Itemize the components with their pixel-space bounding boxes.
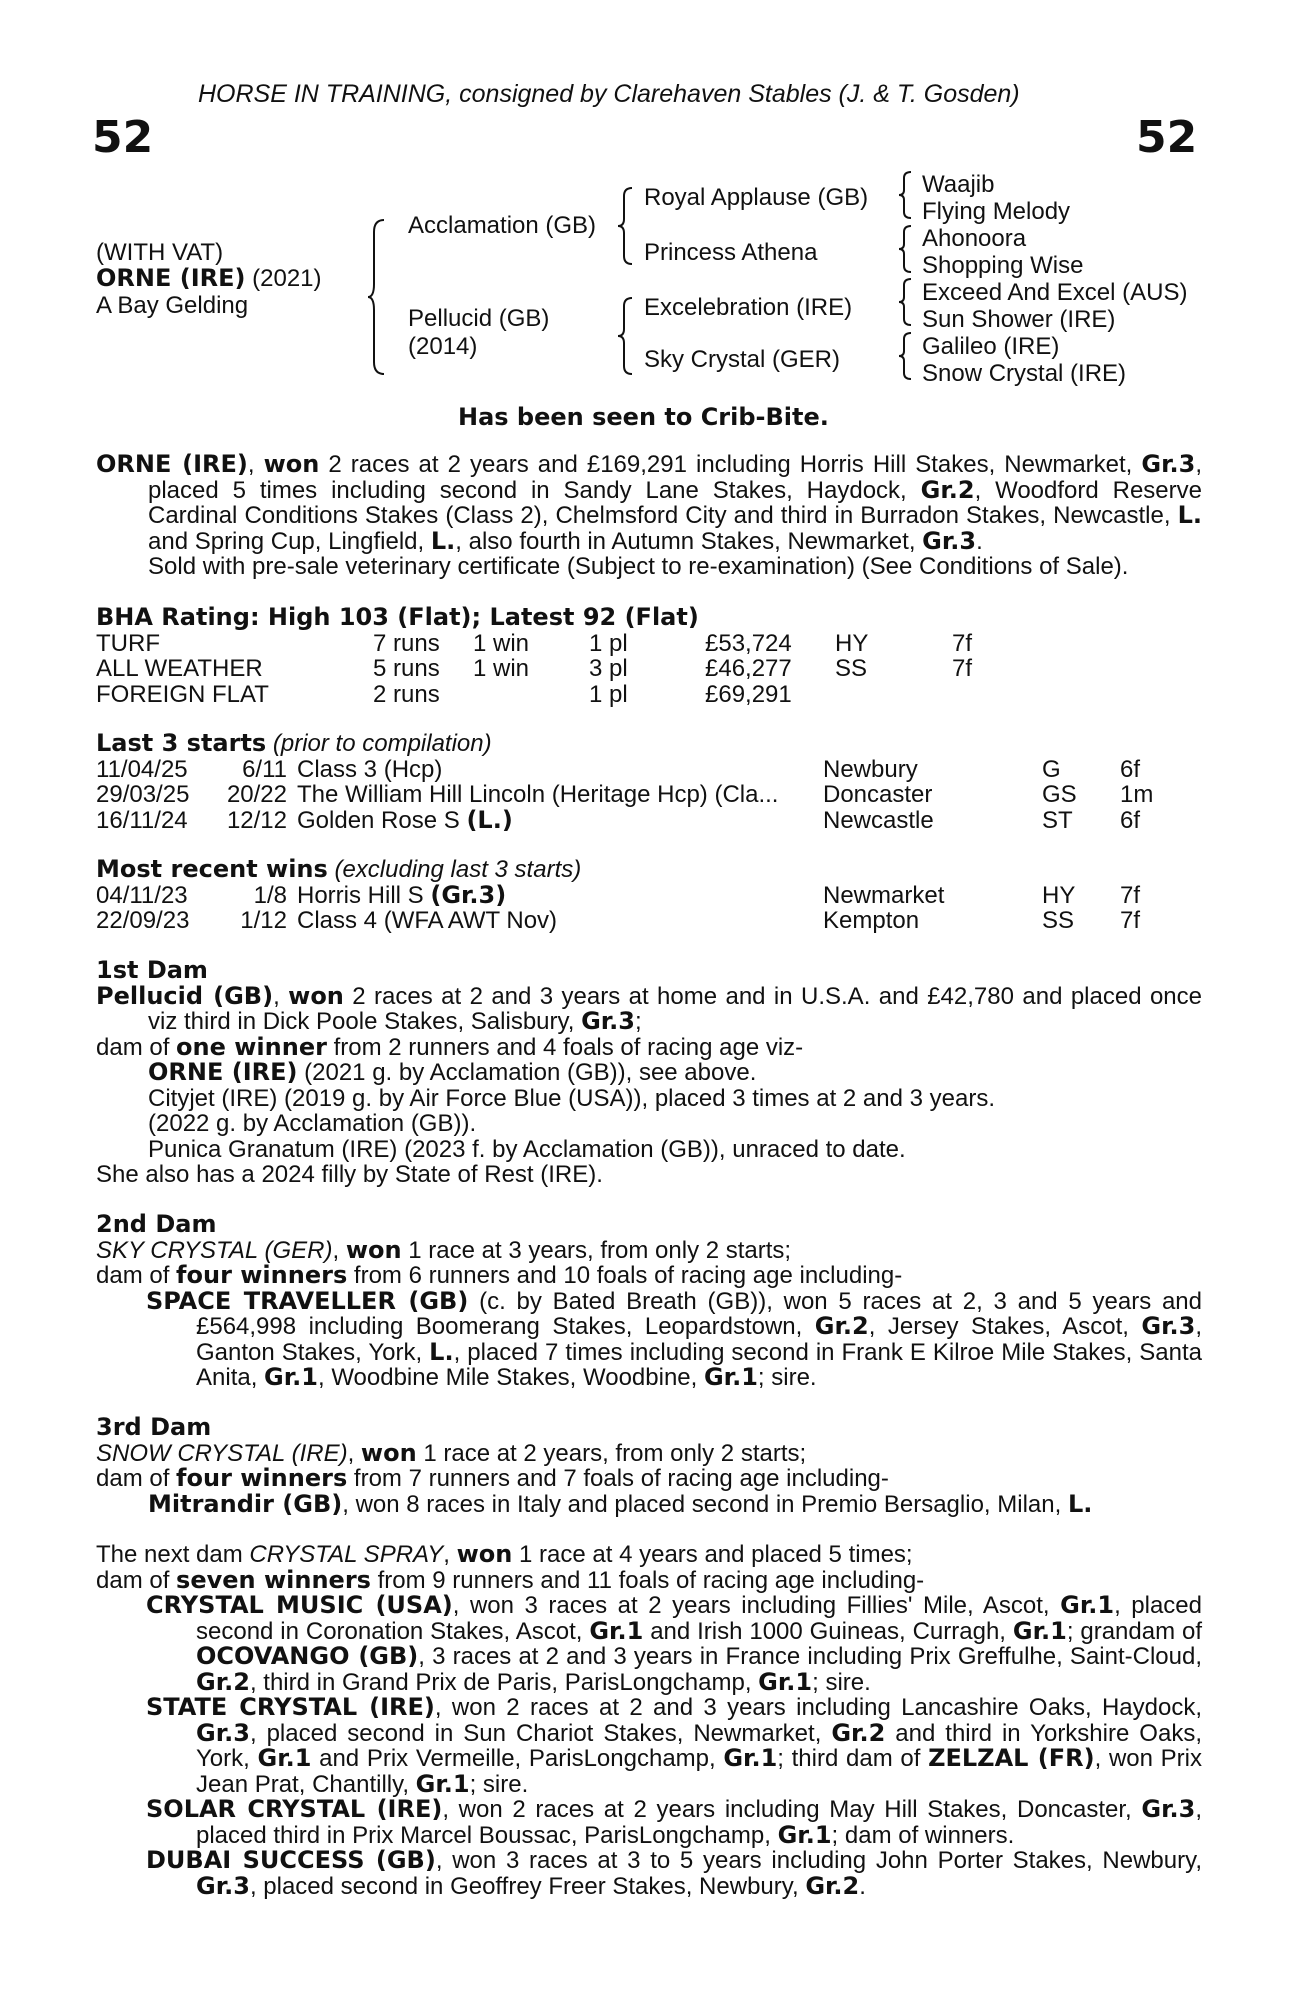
produce-item: (2022 g. by Acclamation (GB)). bbox=[148, 1110, 477, 1137]
race-going: GS bbox=[1042, 781, 1077, 808]
grade-label: Gr.1 bbox=[1012, 1616, 1067, 1645]
table-cell bbox=[1042, 757, 1120, 783]
first-dam-section bbox=[96, 958, 1202, 1188]
recent-wins-section bbox=[96, 857, 1202, 934]
produce-name: Mitrandir (GB) bbox=[148, 1489, 343, 1518]
table-cell bbox=[823, 883, 1042, 909]
table-cell: FOREIGN FLAT bbox=[96, 680, 269, 708]
last-starts-table bbox=[96, 757, 1180, 834]
race-date: 22/09/23 bbox=[96, 907, 190, 934]
summary-text: . bbox=[976, 527, 983, 555]
crib-bite-notice: Has been seen to Crib-Bite. bbox=[458, 403, 829, 431]
table-cell bbox=[96, 757, 206, 783]
race-summary bbox=[96, 452, 1202, 580]
produce-name: SOLAR CRYSTAL (IRE) bbox=[146, 1795, 443, 1823]
table-row bbox=[96, 808, 1180, 834]
grade-label: Gr.1 bbox=[703, 1363, 758, 1391]
race-distance: 6f bbox=[1120, 806, 1141, 834]
grade-label: Gr.1 bbox=[589, 1616, 644, 1645]
produce-text: (2021 g. by Acclamation (GB)), see above. bbox=[297, 1059, 757, 1086]
grade-label: L. bbox=[430, 526, 456, 555]
dam: Pellucid (GB) bbox=[408, 305, 550, 332]
race-going: ST bbox=[1042, 806, 1073, 834]
table-cell: 7f bbox=[952, 629, 973, 657]
dam-dam: Sky Crystal (GER) bbox=[644, 346, 841, 373]
dam-text: 1 race at 3 years, from only 2 starts; bbox=[401, 1236, 792, 1264]
produce-item bbox=[96, 1593, 1202, 1695]
dam-name: Pellucid (GB) bbox=[96, 981, 274, 1010]
produce-text: ; dam of winners. bbox=[831, 1821, 1015, 1849]
produce-text: , placed second in Coronation Stakes, Ascot, bbox=[196, 1592, 1203, 1645]
race-course: Newmarket bbox=[823, 881, 945, 909]
last-starts-section bbox=[96, 731, 1202, 833]
table-cell bbox=[96, 782, 206, 808]
produce-text: and third in Yorkshire Oaks, York, bbox=[196, 1719, 1202, 1772]
produce-name: CRYSTAL MUSIC (USA) bbox=[146, 1591, 453, 1619]
second-dam-section bbox=[96, 1212, 1202, 1391]
produce-name: STATE CRYSTAL (IRE) bbox=[146, 1693, 435, 1721]
winners-count: seven winners bbox=[176, 1565, 371, 1594]
ancestor-sds: Ahonoora bbox=[922, 225, 1027, 252]
race-name: Class 4 (WFA AWT Nov) bbox=[297, 907, 558, 934]
won-label: won bbox=[263, 450, 320, 478]
table-cell bbox=[473, 682, 589, 708]
winners-count: one winner bbox=[176, 1032, 327, 1061]
dam-year: (2014) bbox=[408, 333, 478, 360]
produce-name: SPACE TRAVELLER (GB) bbox=[146, 1286, 469, 1315]
produce-text: ; grandam of bbox=[1066, 1617, 1203, 1645]
produce-text: , Jersey Stakes, Ascot, bbox=[868, 1313, 1142, 1340]
grade-label: Gr.2 bbox=[805, 1871, 860, 1900]
table-cell bbox=[297, 805, 823, 834]
table-cell bbox=[297, 782, 823, 808]
race-course: Newbury bbox=[823, 755, 918, 783]
table-cell bbox=[1042, 782, 1120, 808]
table-cell: 1 pl bbox=[589, 629, 628, 657]
ancestor-dss: Exceed And Excel (AUS) bbox=[922, 279, 1188, 306]
next-dam-produce bbox=[96, 1565, 1202, 1594]
produce-text: and Irish 1000 Guineas, Curragh, bbox=[643, 1617, 1013, 1645]
horse-name: ORNE (IRE) bbox=[96, 264, 246, 292]
grade-label: Gr.1 bbox=[257, 1744, 312, 1772]
table-cell bbox=[297, 880, 823, 909]
produce-text: . bbox=[859, 1872, 866, 1900]
first-dam-heading: 1st Dam bbox=[96, 956, 208, 984]
dam-name: SKY CRYSTAL (GER) bbox=[96, 1236, 333, 1264]
bha-heading: BHA Rating: High 103 (Flat); Latest 92 (Flat) bbox=[96, 603, 699, 631]
produce-item: Cityjet (IRE) (2019 g. by Air Force Blue (USA)), placed 3 times at 2 and 3 years. bbox=[148, 1084, 996, 1112]
table-row bbox=[96, 757, 1180, 783]
dam-text: ; bbox=[635, 1008, 642, 1035]
produce-text: , 3 races at 2 and 3 years in France including Prix Greffulhe, Saint-Cloud, bbox=[418, 1643, 1203, 1670]
table-cell bbox=[823, 808, 1042, 834]
dam-text: from 6 runners and 10 foals of racing age including- bbox=[347, 1262, 903, 1289]
table-row bbox=[96, 908, 1180, 934]
grade-label: Gr.1 bbox=[415, 1769, 470, 1798]
table-cell: HY bbox=[835, 629, 869, 657]
race-date: 11/04/25 bbox=[96, 755, 188, 783]
dam-text: dam of bbox=[96, 1465, 177, 1492]
vet-certificate-note: Sold with pre-sale veterinary certificate (Subject to re-examination) (See Conditions of Sale). bbox=[148, 553, 1129, 580]
race-position: 12/12 bbox=[226, 806, 287, 834]
table-cell bbox=[835, 682, 952, 708]
summary-text: , Woodford Reserve Cardinal Conditions Stakes (Class 2), Chelmsford City and third in Burradon Stakes, Newcastle, bbox=[148, 476, 1202, 529]
summary-horse-name: ORNE (IRE) bbox=[96, 450, 248, 478]
produce-text: ; sire. bbox=[812, 1668, 871, 1696]
grade-label: Gr.3 bbox=[196, 1871, 250, 1900]
won-label: won bbox=[456, 1540, 513, 1568]
recent-wins-heading-line bbox=[96, 857, 1202, 883]
dam-text: 2 races at 2 and 3 years at home and in U.S.A. and £42,780 and placed once viz third in Dick Poole Stakes, Salisbury, bbox=[148, 982, 1202, 1035]
produce-text: and Prix Vermeille, ParisLongchamp, bbox=[311, 1745, 724, 1772]
race-position: 1/12 bbox=[240, 907, 287, 934]
pedigree-brace bbox=[897, 170, 915, 220]
first-dam-produce bbox=[96, 1032, 1202, 1061]
grade-label: Gr.3 bbox=[1141, 450, 1196, 478]
produce-item bbox=[96, 1060, 1202, 1086]
horse-name-line bbox=[96, 264, 322, 293]
third-dam-section bbox=[96, 1415, 1202, 1517]
table-cell bbox=[206, 782, 297, 808]
next-dam-section bbox=[96, 1542, 1202, 1899]
sire-dam: Princess Athena bbox=[644, 239, 818, 266]
table-cell: 1 win bbox=[473, 655, 530, 682]
table-cell: £53,724 bbox=[705, 629, 792, 657]
last-starts-heading: Last 3 starts bbox=[96, 729, 267, 757]
dam-text: from 7 runners and 7 foals of racing age including- bbox=[347, 1465, 889, 1492]
table-cell bbox=[823, 908, 1042, 934]
pedigree-brace bbox=[616, 186, 636, 266]
dam-text: from 2 runners and 4 foals of racing age viz- bbox=[326, 1033, 804, 1061]
table-cell bbox=[823, 782, 1042, 808]
produce-text: ; third dam of bbox=[777, 1745, 929, 1772]
table-cell: 7 runs bbox=[373, 629, 440, 657]
descendant-name: ZELZAL (FR) bbox=[928, 1744, 1095, 1772]
table-cell: 1 pl bbox=[589, 680, 628, 708]
table-cell bbox=[206, 808, 297, 834]
produce-text: , Ganton Stakes, York, bbox=[196, 1313, 1202, 1366]
table-cell: 3 pl bbox=[589, 655, 628, 682]
produce-text: , won 3 races at 3 to 5 years including John Porter Stakes, Newbury, bbox=[435, 1847, 1202, 1874]
produce-item bbox=[96, 1286, 1203, 1391]
dam-text: 1 race at 2 years, from only 2 starts; bbox=[416, 1439, 807, 1467]
race-going: SS bbox=[1042, 907, 1075, 934]
produce-text: ; sire. bbox=[469, 1770, 529, 1798]
grade-label: (L.) bbox=[466, 805, 513, 834]
table-cell bbox=[1042, 808, 1120, 834]
table-row bbox=[96, 682, 1012, 708]
race-course: Doncaster bbox=[823, 781, 933, 808]
grade-label: L. bbox=[1177, 501, 1202, 529]
ancestor-dsd: Sun Shower (IRE) bbox=[922, 306, 1116, 333]
table-cell bbox=[1120, 883, 1180, 909]
race-distance: 7f bbox=[1120, 881, 1141, 909]
race-distance: 7f bbox=[1120, 907, 1141, 934]
produce-text: ; sire. bbox=[757, 1364, 817, 1391]
horse-description: A Bay Gelding bbox=[96, 292, 249, 319]
grade-label: (Gr.3) bbox=[430, 880, 507, 909]
produce-text: , won 2 races at 2 and 3 years including Lancashire Oaks, Haydock, bbox=[434, 1694, 1202, 1721]
dam-text: dam of bbox=[96, 1033, 177, 1061]
grade-label: Gr.3 bbox=[922, 526, 977, 555]
table-cell: £46,277 bbox=[705, 655, 792, 682]
grade-label: Gr.3 bbox=[196, 1718, 250, 1747]
third-dam-produce bbox=[96, 1466, 1202, 1492]
produce-item bbox=[96, 1848, 1202, 1899]
won-label: won bbox=[345, 1235, 402, 1264]
third-dam-record: SNOW CRYSTAL (IRE), won 1 race at 2 years, from only 2 starts; bbox=[96, 1438, 807, 1467]
table-cell bbox=[96, 808, 206, 834]
recent-wins-table bbox=[96, 880, 1180, 934]
last-starts-subheading: (prior to compilation) bbox=[266, 730, 492, 757]
grade-label: Gr.3 bbox=[1141, 1795, 1196, 1823]
table-cell bbox=[1120, 782, 1180, 808]
dam-text: dam of bbox=[96, 1262, 177, 1289]
dam-name: SNOW CRYSTAL (IRE) bbox=[96, 1439, 348, 1467]
sire: Acclamation (GB) bbox=[408, 212, 597, 239]
next-dam-record: The next dam CRYSTAL SPRAY, won 1 race at 4 years and placed 5 times; bbox=[96, 1540, 913, 1568]
bha-table bbox=[96, 631, 1012, 708]
grade-label: Gr.1 bbox=[777, 1820, 832, 1849]
summary-text: , also fourth in Autumn Stakes, Newmarket, bbox=[455, 527, 923, 555]
dam-name: CRYSTAL SPRAY bbox=[249, 1541, 444, 1568]
race-position: 20/22 bbox=[226, 781, 287, 808]
summary-text: 2 races at 2 years and £169,291 including Horris Hill Stakes, Newmarket, bbox=[319, 451, 1142, 478]
grade-label: Gr.1 bbox=[264, 1363, 318, 1391]
table-cell bbox=[206, 908, 297, 934]
produce-item: Punica Granatum (IRE) (2023 f. by Acclamation (GB)), unraced to date. bbox=[148, 1135, 906, 1163]
table-row bbox=[96, 782, 1180, 808]
pedigree-brace bbox=[897, 224, 915, 274]
grade-label: Gr.2 bbox=[920, 475, 975, 504]
grade-label: Gr.2 bbox=[814, 1312, 869, 1340]
table-cell: 2 runs bbox=[373, 680, 440, 708]
summary-paragraph: ORNE (IRE), won 2 races at 2 years and £169,291 including Horris Hill Stakes, Newmarket, Gr.3, placed 5 times including second in Sandy Lane Stakes, Haydock, Gr.2, Woodford Reserve Cardinal Conditions Stakes (Class 2), Chelmsford City and third in Burradon Stakes, Newcastle, L. and Spring Cup, Lingfield, L., also fourth in Autumn Stakes, Newmarket, Gr.3. bbox=[96, 450, 1203, 555]
race-date: 29/03/25 bbox=[96, 781, 190, 808]
lot-number-left: 52 bbox=[92, 112, 154, 163]
grade-label: Gr.3 bbox=[581, 1007, 635, 1035]
dam-sire: Excelebration (IRE) bbox=[644, 294, 853, 321]
grade-label: Gr.1 bbox=[1060, 1591, 1115, 1619]
table-cell bbox=[952, 682, 1012, 708]
table-cell bbox=[206, 757, 297, 783]
pedigree-brace bbox=[366, 218, 388, 376]
produce-text: , placed second in Geoffrey Freer Stakes, Newbury, bbox=[249, 1872, 806, 1900]
produce-item bbox=[96, 1797, 1202, 1848]
first-dam-also: She also has a 2024 filly by State of Rest (IRE). bbox=[96, 1161, 603, 1188]
grade-label: Gr.2 bbox=[196, 1667, 250, 1696]
first-dam-record: Pellucid (GB), won 2 races at 2 and 3 years at home and in U.S.A. and £42,780 and placed once viz third in Dick Poole Stakes, Salisbury, Gr.3; bbox=[96, 981, 1202, 1035]
produce-text: , won 2 races at 2 years including May Hill Stakes, Doncaster, bbox=[442, 1796, 1142, 1823]
last-starts-heading-line bbox=[96, 731, 1202, 757]
winners-count: four winners bbox=[176, 1261, 348, 1289]
table-cell: TURF bbox=[96, 629, 160, 657]
grade-label: Gr.1 bbox=[758, 1667, 813, 1696]
grade-label: Gr.1 bbox=[723, 1744, 778, 1772]
race-distance: 1m bbox=[1120, 781, 1154, 808]
ancestor-ssd: Flying Melody bbox=[922, 198, 1071, 225]
bha-rating-section bbox=[96, 605, 1202, 707]
race-course: Kempton bbox=[823, 907, 920, 934]
sire-sire: Royal Applause (GB) bbox=[644, 184, 869, 211]
table-cell: 7f bbox=[952, 655, 973, 682]
table-row bbox=[96, 883, 1180, 909]
produce-item bbox=[96, 1489, 1202, 1518]
second-dam-record: SKY CRYSTAL (GER), won 1 race at 3 years, from only 2 starts; bbox=[96, 1235, 792, 1264]
won-label: won bbox=[288, 981, 344, 1010]
race-date: 04/11/23 bbox=[96, 881, 188, 909]
race-going: G bbox=[1042, 755, 1061, 783]
table-cell: £69,291 bbox=[705, 680, 792, 708]
summary-text: , placed 5 times including second in Sandy Lane Stakes, Haydock, bbox=[148, 451, 1203, 504]
recent-wins-subheading: (excluding last 3 starts) bbox=[327, 856, 582, 883]
produce-text: , Woodbine Mile Stakes, Woodbine, bbox=[317, 1364, 704, 1391]
race-position: 6/11 bbox=[242, 755, 287, 783]
race-position: 1/8 bbox=[253, 881, 287, 909]
produce-text: , placed second in Sun Chariot Stakes, Newmarket, bbox=[249, 1719, 832, 1747]
table-row bbox=[96, 656, 1012, 682]
grade-label: L. bbox=[429, 1337, 454, 1366]
grade-label: Gr.2 bbox=[831, 1718, 886, 1747]
third-dam-heading: 3rd Dam bbox=[96, 1413, 212, 1441]
produce-text: , third in Grand Prix de Paris, ParisLongchamp, bbox=[249, 1668, 759, 1696]
dam-text: 1 race at 4 years and placed 5 times; bbox=[512, 1541, 913, 1568]
table-cell: 5 runs bbox=[373, 655, 440, 682]
horse-year: (2021) bbox=[252, 265, 322, 292]
table-cell bbox=[1120, 908, 1180, 934]
produce-text: , won 3 races at 2 years including Fillies' Mile, Ascot, bbox=[452, 1592, 1061, 1619]
pedigree-brace bbox=[897, 331, 915, 381]
table-cell bbox=[206, 883, 297, 909]
produce-item bbox=[96, 1695, 1202, 1797]
ancestor-sdd: Shopping Wise bbox=[922, 252, 1084, 279]
grade-label: L. bbox=[1067, 1489, 1093, 1518]
table-cell bbox=[1042, 883, 1120, 909]
table-cell: SS bbox=[835, 655, 868, 682]
produce-name: DUBAI SUCCESS (GB) bbox=[146, 1846, 436, 1874]
page-title: HORSE IN TRAINING, consigned by Clarehaven Stables (J. & T. Gosden) bbox=[198, 80, 1020, 108]
table-cell bbox=[1042, 908, 1120, 934]
dam-text: dam of bbox=[96, 1566, 177, 1594]
produce-text: , won 8 races in Italy and placed second in Premio Bersaglio, Milan, bbox=[342, 1490, 1068, 1518]
lot-number-right: 52 bbox=[1136, 112, 1198, 163]
dam-text: The next dam bbox=[96, 1541, 250, 1568]
race-going: HY bbox=[1042, 881, 1076, 909]
race-name: The William Hill Lincoln (Heritage Hcp) (Cla... bbox=[297, 781, 779, 808]
pedigree-brace bbox=[897, 277, 915, 327]
table-cell bbox=[1120, 757, 1180, 783]
produce-name: ORNE (IRE) bbox=[148, 1058, 298, 1086]
pedigree-brace bbox=[616, 296, 636, 376]
summary-text: and Spring Cup, Lingfield, bbox=[148, 527, 431, 555]
dam-text: from 9 runners and 11 foals of racing age including- bbox=[370, 1566, 925, 1594]
table-cell: ALL WEATHER bbox=[96, 655, 263, 682]
race-name: Golden Rose S bbox=[297, 806, 467, 834]
vat-note: (WITH VAT) bbox=[96, 239, 224, 266]
won-label: won bbox=[360, 1438, 417, 1467]
second-dam-heading: 2nd Dam bbox=[96, 1210, 217, 1238]
race-course: Newcastle bbox=[823, 806, 934, 834]
recent-wins-heading: Most recent wins bbox=[96, 855, 328, 883]
table-cell bbox=[96, 908, 206, 934]
descendant-name: OCOVANGO (GB) bbox=[196, 1642, 419, 1670]
ancestor-sss: Waajib bbox=[922, 171, 995, 198]
table-cell: 1 win bbox=[473, 629, 530, 657]
table-cell bbox=[823, 757, 1042, 783]
grade-label: Gr.3 bbox=[1141, 1312, 1196, 1340]
produce-text: , placed 7 times including second in Frank E Kilroe Mile Stakes, Santa Anita, bbox=[196, 1338, 1203, 1391]
race-date: 16/11/24 bbox=[96, 806, 188, 834]
produce-text: , won Prix Jean Prat, Chantilly, bbox=[196, 1745, 1203, 1798]
table-row bbox=[96, 631, 1012, 657]
race-name: Class 3 (Hcp) bbox=[297, 755, 443, 783]
winners-count: four winners bbox=[176, 1464, 348, 1492]
produce-text: (c. by Bated Breath (GB)), won 5 races at 2, 3 and 5 years and £564,998 including Boomerang Stakes, Leopardstown, bbox=[196, 1287, 1203, 1340]
second-dam-produce bbox=[96, 1263, 1202, 1289]
table-cell bbox=[297, 757, 823, 783]
table-cell bbox=[1120, 808, 1180, 834]
race-name: Horris Hill S bbox=[297, 881, 431, 909]
table-cell bbox=[297, 908, 823, 934]
produce-text: , placed third in Prix Marcel Boussac, ParisLongchamp, bbox=[196, 1796, 1202, 1849]
ancestor-ddd: Snow Crystal (IRE) bbox=[922, 360, 1127, 387]
race-distance: 6f bbox=[1120, 755, 1141, 783]
table-cell bbox=[96, 883, 206, 909]
ancestor-dds: Galileo (IRE) bbox=[922, 333, 1060, 360]
